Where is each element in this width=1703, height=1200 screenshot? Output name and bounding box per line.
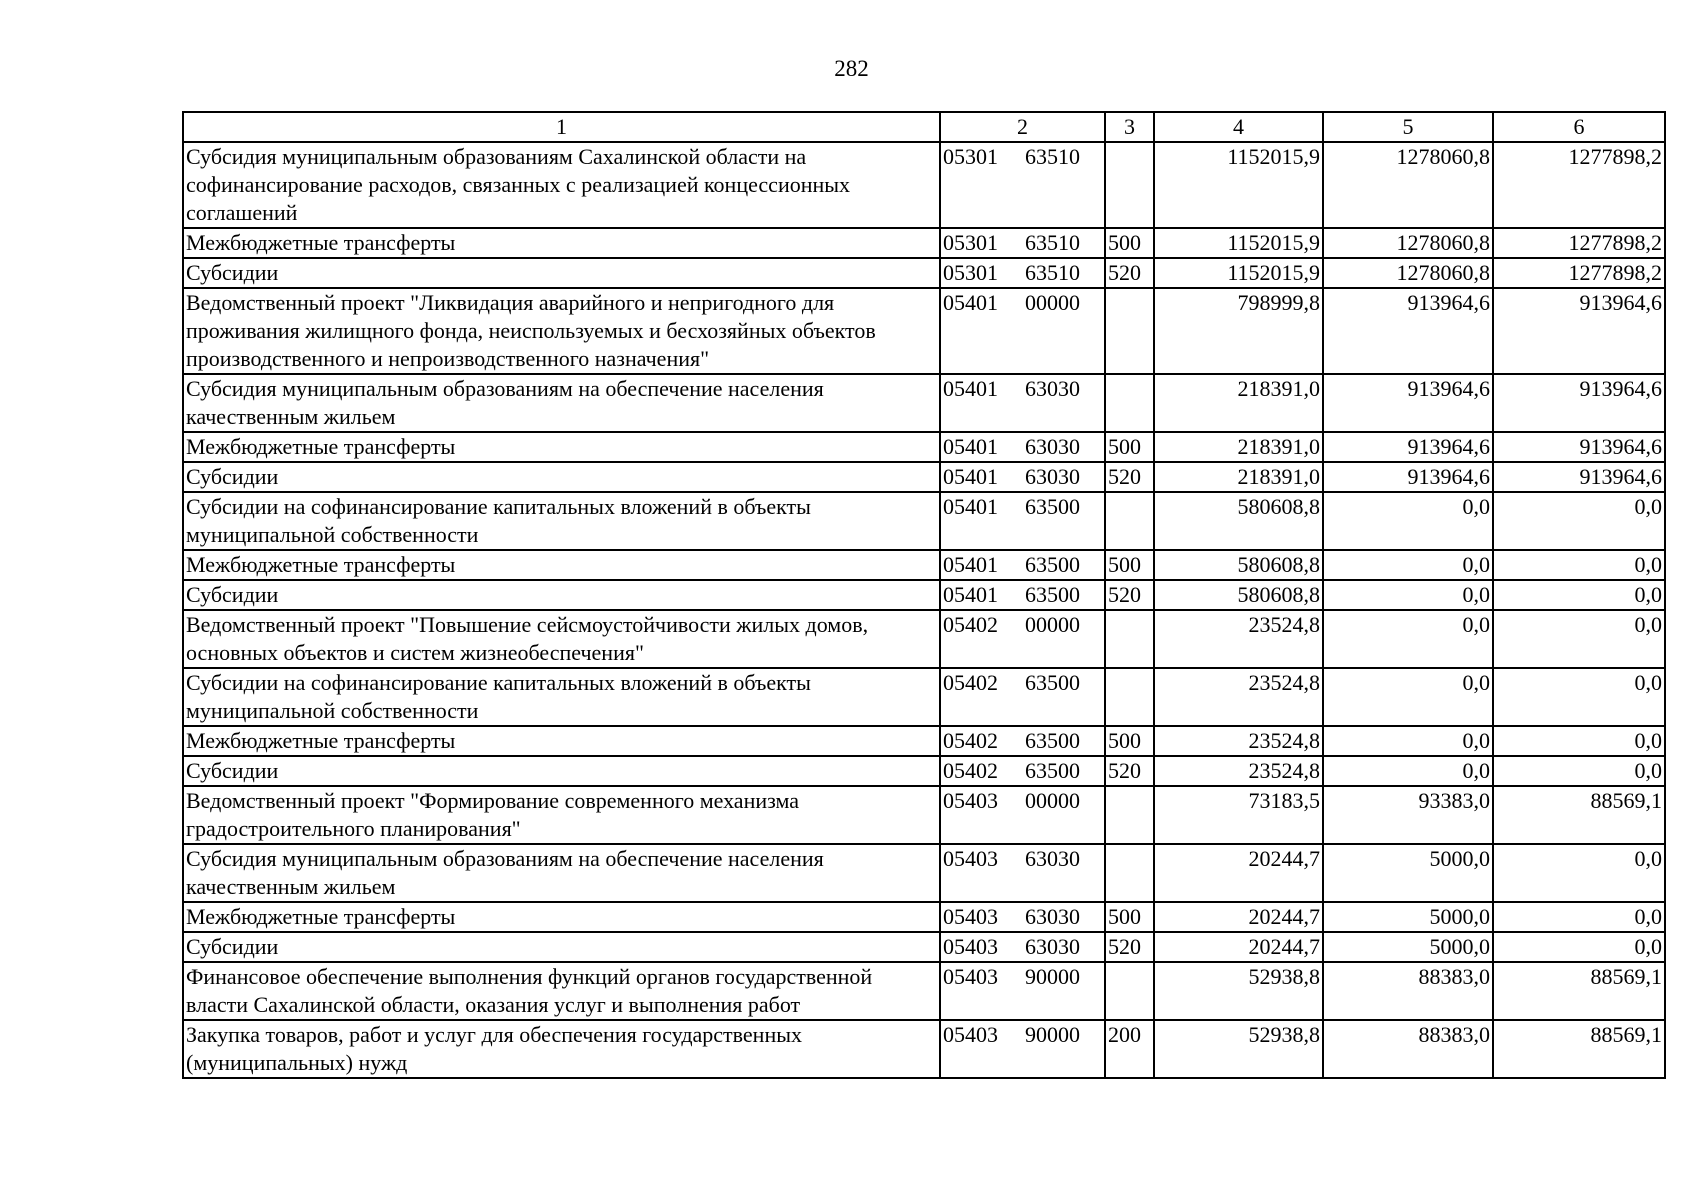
row-expense-type-cell bbox=[1105, 610, 1154, 668]
row-code-cell bbox=[940, 492, 1105, 550]
amount-col-4-cell bbox=[1154, 228, 1323, 258]
amount-col-5: 88383,0 bbox=[1418, 1022, 1490, 1047]
table-row bbox=[183, 962, 1665, 1020]
program-code: 05401 bbox=[943, 376, 998, 401]
direction-code: 63510 bbox=[1025, 230, 1080, 255]
program-code: 05402 bbox=[943, 612, 998, 637]
table-row bbox=[183, 668, 1665, 726]
amount-col-5-cell bbox=[1323, 844, 1493, 902]
amount-col-5-cell bbox=[1323, 756, 1493, 786]
program-code: 05301 bbox=[943, 230, 998, 255]
amount-col-5-cell bbox=[1323, 550, 1493, 580]
expense-type: 520 bbox=[1108, 582, 1141, 607]
row-expense-type-cell bbox=[1105, 228, 1154, 258]
direction-code: 63030 bbox=[1025, 846, 1080, 871]
amount-col-5-cell bbox=[1323, 142, 1493, 228]
amount-col-5: 0,0 bbox=[1462, 582, 1490, 607]
program-code: 05301 bbox=[943, 260, 998, 285]
row-name-cell bbox=[183, 932, 940, 962]
amount-col-4: 20244,7 bbox=[1248, 904, 1320, 929]
column-header-4: 4 bbox=[1154, 112, 1323, 142]
row-name-cell bbox=[183, 610, 940, 668]
row-expense-type-cell bbox=[1105, 962, 1154, 1020]
row-name-cell bbox=[183, 432, 940, 462]
program-code: 05402 bbox=[943, 758, 998, 783]
expense-type: 500 bbox=[1108, 728, 1141, 753]
program-code: 05403 bbox=[943, 788, 998, 813]
direction-code: 63500 bbox=[1025, 582, 1080, 607]
row-name-cell bbox=[183, 902, 940, 932]
amount-col-6-cell bbox=[1493, 228, 1665, 258]
amount-col-5-cell bbox=[1323, 1020, 1493, 1078]
amount-col-5-cell bbox=[1323, 432, 1493, 462]
amount-col-6-cell bbox=[1493, 756, 1665, 786]
row-expense-type-cell bbox=[1105, 1020, 1154, 1078]
table-row bbox=[183, 610, 1665, 668]
row-name: Ведомственный проект "Повышение сейсмоустойчивости жилых домов, основных объектов и систем жизнеобеспечения" bbox=[186, 612, 869, 665]
row-name-cell bbox=[183, 580, 940, 610]
row-expense-type-cell bbox=[1105, 844, 1154, 902]
program-code: 05402 bbox=[943, 670, 998, 695]
row-name-cell bbox=[183, 258, 940, 288]
amount-col-5-cell bbox=[1323, 492, 1493, 550]
amount-col-4: 20244,7 bbox=[1248, 846, 1320, 871]
row-name: Финансовое обеспечение выполнения функций органов государственной власти Сахалинской области, оказания услуг и выполнения работ bbox=[186, 964, 873, 1017]
amount-col-6: 0,0 bbox=[1634, 934, 1662, 959]
amount-col-4: 580608,8 bbox=[1237, 552, 1320, 577]
expense-type: 520 bbox=[1108, 464, 1141, 489]
row-name-cell bbox=[183, 228, 940, 258]
direction-code: 63030 bbox=[1025, 934, 1080, 959]
table-row bbox=[183, 228, 1665, 258]
row-name-cell bbox=[183, 288, 940, 374]
row-expense-type-cell bbox=[1105, 288, 1154, 374]
direction-code: 63030 bbox=[1025, 434, 1080, 459]
table-body bbox=[183, 142, 1665, 1078]
amount-col-6-cell bbox=[1493, 902, 1665, 932]
table-header-row bbox=[183, 112, 1665, 142]
row-expense-type-cell bbox=[1105, 142, 1154, 228]
amount-col-6-cell bbox=[1493, 932, 1665, 962]
row-code-cell bbox=[940, 228, 1105, 258]
amount-col-6: 1277898,2 bbox=[1568, 144, 1662, 169]
amount-col-6: 0,0 bbox=[1634, 552, 1662, 577]
row-code-cell bbox=[940, 288, 1105, 374]
row-code-cell bbox=[940, 668, 1105, 726]
amount-col-6: 913964,6 bbox=[1579, 464, 1662, 489]
row-name: Межбюджетные трансферты bbox=[186, 728, 456, 753]
program-code: 05401 bbox=[943, 552, 998, 577]
amount-col-4: 218391,0 bbox=[1237, 376, 1320, 401]
row-expense-type-cell bbox=[1105, 374, 1154, 432]
row-code-cell bbox=[940, 374, 1105, 432]
table-row bbox=[183, 726, 1665, 756]
direction-code: 63500 bbox=[1025, 670, 1080, 695]
direction-code: 63510 bbox=[1025, 260, 1080, 285]
amount-col-4-cell bbox=[1154, 756, 1323, 786]
amount-col-5: 5000,0 bbox=[1429, 904, 1490, 929]
row-name-cell bbox=[183, 786, 940, 844]
amount-col-5: 913964,6 bbox=[1407, 376, 1490, 401]
amount-col-5: 913964,6 bbox=[1407, 290, 1490, 315]
amount-col-5-cell bbox=[1323, 288, 1493, 374]
program-code: 05401 bbox=[943, 582, 998, 607]
amount-col-6-cell bbox=[1493, 288, 1665, 374]
amount-col-6: 0,0 bbox=[1634, 494, 1662, 519]
row-code-cell bbox=[940, 726, 1105, 756]
amount-col-4-cell bbox=[1154, 258, 1323, 288]
table-row bbox=[183, 432, 1665, 462]
amount-col-5-cell bbox=[1323, 668, 1493, 726]
amount-col-6-cell bbox=[1493, 610, 1665, 668]
amount-col-6-cell bbox=[1493, 1020, 1665, 1078]
amount-col-6-cell bbox=[1493, 668, 1665, 726]
expense-type: 520 bbox=[1108, 758, 1141, 783]
amount-col-6-cell bbox=[1493, 962, 1665, 1020]
amount-col-4-cell bbox=[1154, 288, 1323, 374]
budget-table bbox=[182, 111, 1666, 1079]
table-row bbox=[183, 142, 1665, 228]
amount-col-6: 0,0 bbox=[1634, 582, 1662, 607]
row-name: Субсидии bbox=[186, 464, 279, 489]
amount-col-6-cell bbox=[1493, 844, 1665, 902]
amount-col-6-cell bbox=[1493, 258, 1665, 288]
amount-col-5: 0,0 bbox=[1462, 612, 1490, 637]
row-code-cell bbox=[940, 786, 1105, 844]
row-code-cell bbox=[940, 932, 1105, 962]
amount-col-5: 0,0 bbox=[1462, 494, 1490, 519]
amount-col-5: 0,0 bbox=[1462, 670, 1490, 695]
row-name: Ведомственный проект "Формирование современного механизма градостроительного планирования" bbox=[186, 788, 800, 841]
amount-col-5-cell bbox=[1323, 932, 1493, 962]
row-name: Субсидия муниципальным образованиям на обеспечение населения качественным жильем bbox=[186, 846, 824, 899]
row-name: Субсидия муниципальным образованиям на обеспечение населения качественным жильем bbox=[186, 376, 824, 429]
expense-type: 500 bbox=[1108, 230, 1141, 255]
amount-col-4: 798999,8 bbox=[1237, 290, 1320, 315]
direction-code: 63500 bbox=[1025, 494, 1080, 519]
amount-col-5: 913964,6 bbox=[1407, 434, 1490, 459]
table-row bbox=[183, 580, 1665, 610]
amount-col-6: 88569,1 bbox=[1590, 1022, 1662, 1047]
amount-col-6: 0,0 bbox=[1634, 670, 1662, 695]
amount-col-5: 93383,0 bbox=[1418, 788, 1490, 813]
row-name: Субсидии bbox=[186, 758, 279, 783]
amount-col-5: 88383,0 bbox=[1418, 964, 1490, 989]
amount-col-6: 88569,1 bbox=[1590, 788, 1662, 813]
amount-col-4: 23524,8 bbox=[1248, 670, 1320, 695]
amount-col-6: 1277898,2 bbox=[1568, 230, 1662, 255]
amount-col-5-cell bbox=[1323, 228, 1493, 258]
amount-col-5: 0,0 bbox=[1462, 758, 1490, 783]
table-row bbox=[183, 374, 1665, 432]
amount-col-5-cell bbox=[1323, 902, 1493, 932]
amount-col-4-cell bbox=[1154, 1020, 1323, 1078]
row-name: Ведомственный проект "Ликвидация аварийного и непригодного для проживания жилищного фонда, неиспользуемых и бесхозяйных объектов производственного и непроизводственного назначения" bbox=[186, 290, 876, 371]
amount-col-4-cell bbox=[1154, 844, 1323, 902]
direction-code: 63510 bbox=[1025, 144, 1080, 169]
direction-code: 00000 bbox=[1025, 612, 1080, 637]
table-row bbox=[183, 258, 1665, 288]
program-code: 05301 bbox=[943, 144, 998, 169]
amount-col-4-cell bbox=[1154, 786, 1323, 844]
amount-col-4: 52938,8 bbox=[1248, 1022, 1320, 1047]
amount-col-5-cell bbox=[1323, 462, 1493, 492]
amount-col-4: 1152015,9 bbox=[1227, 230, 1320, 255]
row-name-cell bbox=[183, 462, 940, 492]
row-name: Межбюджетные трансферты bbox=[186, 904, 456, 929]
amount-col-6: 1277898,2 bbox=[1568, 260, 1662, 285]
program-code: 05403 bbox=[943, 1022, 998, 1047]
column-header-5: 5 bbox=[1323, 112, 1493, 142]
row-name-cell bbox=[183, 668, 940, 726]
amount-col-4: 73183,5 bbox=[1248, 788, 1320, 813]
row-name-cell bbox=[183, 1020, 940, 1078]
row-expense-type-cell bbox=[1105, 550, 1154, 580]
amount-col-4-cell bbox=[1154, 432, 1323, 462]
row-expense-type-cell bbox=[1105, 932, 1154, 962]
program-code: 05402 bbox=[943, 728, 998, 753]
column-header-2: 2 bbox=[940, 112, 1105, 142]
row-name: Субсидии на софинансирование капитальных вложений в объекты муниципальной собственности bbox=[186, 494, 811, 547]
row-code-cell bbox=[940, 580, 1105, 610]
amount-col-6-cell bbox=[1493, 580, 1665, 610]
amount-col-4-cell bbox=[1154, 610, 1323, 668]
row-name: Субсидии bbox=[186, 582, 279, 607]
row-name-cell bbox=[183, 844, 940, 902]
row-code-cell bbox=[940, 610, 1105, 668]
amount-col-4-cell bbox=[1154, 580, 1323, 610]
row-code-cell bbox=[940, 142, 1105, 228]
table-row bbox=[183, 1020, 1665, 1078]
amount-col-5-cell bbox=[1323, 580, 1493, 610]
row-code-cell bbox=[940, 258, 1105, 288]
row-expense-type-cell bbox=[1105, 786, 1154, 844]
row-expense-type-cell bbox=[1105, 756, 1154, 786]
amount-col-4-cell bbox=[1154, 374, 1323, 432]
amount-col-5: 0,0 bbox=[1462, 552, 1490, 577]
table-row bbox=[183, 932, 1665, 962]
amount-col-4: 20244,7 bbox=[1248, 934, 1320, 959]
amount-col-5: 0,0 bbox=[1462, 728, 1490, 753]
row-name: Закупка товаров, работ и услуг для обеспечения государственных (муниципальных) нужд bbox=[186, 1022, 803, 1075]
row-code-cell bbox=[940, 962, 1105, 1020]
row-expense-type-cell bbox=[1105, 258, 1154, 288]
amount-col-5: 1278060,8 bbox=[1396, 230, 1490, 255]
amount-col-4: 218391,0 bbox=[1237, 464, 1320, 489]
row-name-cell bbox=[183, 962, 940, 1020]
direction-code: 63030 bbox=[1025, 904, 1080, 929]
amount-col-4: 1152015,9 bbox=[1227, 260, 1320, 285]
amount-col-4-cell bbox=[1154, 902, 1323, 932]
expense-type: 520 bbox=[1108, 934, 1141, 959]
table-row bbox=[183, 550, 1665, 580]
direction-code: 00000 bbox=[1025, 290, 1080, 315]
direction-code: 00000 bbox=[1025, 788, 1080, 813]
amount-col-4: 23524,8 bbox=[1248, 612, 1320, 637]
amount-col-4: 23524,8 bbox=[1248, 728, 1320, 753]
amount-col-6: 88569,1 bbox=[1590, 964, 1662, 989]
row-name-cell bbox=[183, 726, 940, 756]
row-name: Субсидии bbox=[186, 934, 279, 959]
amount-col-5-cell bbox=[1323, 374, 1493, 432]
amount-col-6: 0,0 bbox=[1634, 846, 1662, 871]
amount-col-5-cell bbox=[1323, 786, 1493, 844]
amount-col-5-cell bbox=[1323, 962, 1493, 1020]
program-code: 05403 bbox=[943, 904, 998, 929]
amount-col-4: 23524,8 bbox=[1248, 758, 1320, 783]
amount-col-6-cell bbox=[1493, 492, 1665, 550]
amount-col-4-cell bbox=[1154, 962, 1323, 1020]
amount-col-6-cell bbox=[1493, 726, 1665, 756]
amount-col-5: 5000,0 bbox=[1429, 846, 1490, 871]
row-name-cell bbox=[183, 492, 940, 550]
amount-col-5: 1278060,8 bbox=[1396, 260, 1490, 285]
row-expense-type-cell bbox=[1105, 668, 1154, 726]
row-expense-type-cell bbox=[1105, 432, 1154, 462]
amount-col-5: 1278060,8 bbox=[1396, 144, 1490, 169]
row-code-cell bbox=[940, 432, 1105, 462]
amount-col-5-cell bbox=[1323, 258, 1493, 288]
program-code: 05401 bbox=[943, 494, 998, 519]
amount-col-6-cell bbox=[1493, 462, 1665, 492]
program-code: 05401 bbox=[943, 290, 998, 315]
row-name: Межбюджетные трансферты bbox=[186, 434, 456, 459]
row-name: Межбюджетные трансферты bbox=[186, 552, 456, 577]
table-row bbox=[183, 756, 1665, 786]
row-expense-type-cell bbox=[1105, 492, 1154, 550]
direction-code: 63500 bbox=[1025, 728, 1080, 753]
row-code-cell bbox=[940, 1020, 1105, 1078]
row-name-cell bbox=[183, 550, 940, 580]
program-code: 05403 bbox=[943, 964, 998, 989]
amount-col-6: 0,0 bbox=[1634, 612, 1662, 637]
amount-col-6-cell bbox=[1493, 142, 1665, 228]
row-code-cell bbox=[940, 462, 1105, 492]
expense-type: 520 bbox=[1108, 260, 1141, 285]
column-header-3: 3 bbox=[1105, 112, 1154, 142]
table-row bbox=[183, 786, 1665, 844]
amount-col-4: 1152015,9 bbox=[1227, 144, 1320, 169]
amount-col-6-cell bbox=[1493, 550, 1665, 580]
direction-code: 90000 bbox=[1025, 1022, 1080, 1047]
row-name: Субсидия муниципальным образованиям Сахалинской области на софинансирование расходов, связанных с реализацией концессионных соглашений bbox=[186, 144, 851, 225]
amount-col-6: 913964,6 bbox=[1579, 434, 1662, 459]
program-code: 05403 bbox=[943, 846, 998, 871]
table-row bbox=[183, 902, 1665, 932]
table-row bbox=[183, 462, 1665, 492]
program-code: 05403 bbox=[943, 934, 998, 959]
amount-col-5: 913964,6 bbox=[1407, 464, 1490, 489]
row-name-cell bbox=[183, 374, 940, 432]
amount-col-6-cell bbox=[1493, 786, 1665, 844]
row-name-cell bbox=[183, 756, 940, 786]
amount-col-6: 0,0 bbox=[1634, 758, 1662, 783]
amount-col-4-cell bbox=[1154, 550, 1323, 580]
table-row bbox=[183, 492, 1665, 550]
column-header-1: 1 bbox=[183, 112, 940, 142]
amount-col-6-cell bbox=[1493, 432, 1665, 462]
column-header-6: 6 bbox=[1493, 112, 1665, 142]
amount-col-4: 580608,8 bbox=[1237, 582, 1320, 607]
amount-col-6: 0,0 bbox=[1634, 728, 1662, 753]
amount-col-6-cell bbox=[1493, 374, 1665, 432]
amount-col-4-cell bbox=[1154, 932, 1323, 962]
amount-col-4-cell bbox=[1154, 668, 1323, 726]
row-expense-type-cell bbox=[1105, 902, 1154, 932]
row-code-cell bbox=[940, 756, 1105, 786]
row-name-cell bbox=[183, 142, 940, 228]
amount-col-5-cell bbox=[1323, 610, 1493, 668]
row-code-cell bbox=[940, 902, 1105, 932]
row-expense-type-cell bbox=[1105, 462, 1154, 492]
table-row bbox=[183, 288, 1665, 374]
amount-col-5: 5000,0 bbox=[1429, 934, 1490, 959]
table-row bbox=[183, 844, 1665, 902]
row-expense-type-cell bbox=[1105, 726, 1154, 756]
row-code-cell bbox=[940, 844, 1105, 902]
expense-type: 500 bbox=[1108, 434, 1141, 459]
amount-col-4-cell bbox=[1154, 726, 1323, 756]
amount-col-6: 913964,6 bbox=[1579, 290, 1662, 315]
direction-code: 90000 bbox=[1025, 964, 1080, 989]
row-code-cell bbox=[940, 550, 1105, 580]
amount-col-4-cell bbox=[1154, 142, 1323, 228]
amount-col-4: 580608,8 bbox=[1237, 494, 1320, 519]
amount-col-6: 0,0 bbox=[1634, 904, 1662, 929]
amount-col-4: 218391,0 bbox=[1237, 434, 1320, 459]
row-name: Межбюджетные трансферты bbox=[186, 230, 456, 255]
expense-type: 200 bbox=[1108, 1022, 1141, 1047]
program-code: 05401 bbox=[943, 434, 998, 459]
amount-col-6: 913964,6 bbox=[1579, 376, 1662, 401]
expense-type: 500 bbox=[1108, 552, 1141, 577]
expense-type: 500 bbox=[1108, 904, 1141, 929]
page-number: 282 bbox=[834, 56, 869, 81]
row-name: Субсидии bbox=[186, 260, 279, 285]
direction-code: 63500 bbox=[1025, 758, 1080, 783]
program-code: 05401 bbox=[943, 464, 998, 489]
amount-col-5-cell bbox=[1323, 726, 1493, 756]
row-name: Субсидии на софинансирование капитальных вложений в объекты муниципальной собственности bbox=[186, 670, 811, 723]
direction-code: 63030 bbox=[1025, 376, 1080, 401]
direction-code: 63500 bbox=[1025, 552, 1080, 577]
amount-col-4: 52938,8 bbox=[1248, 964, 1320, 989]
direction-code: 63030 bbox=[1025, 464, 1080, 489]
amount-col-4-cell bbox=[1154, 462, 1323, 492]
amount-col-4-cell bbox=[1154, 492, 1323, 550]
row-expense-type-cell bbox=[1105, 580, 1154, 610]
